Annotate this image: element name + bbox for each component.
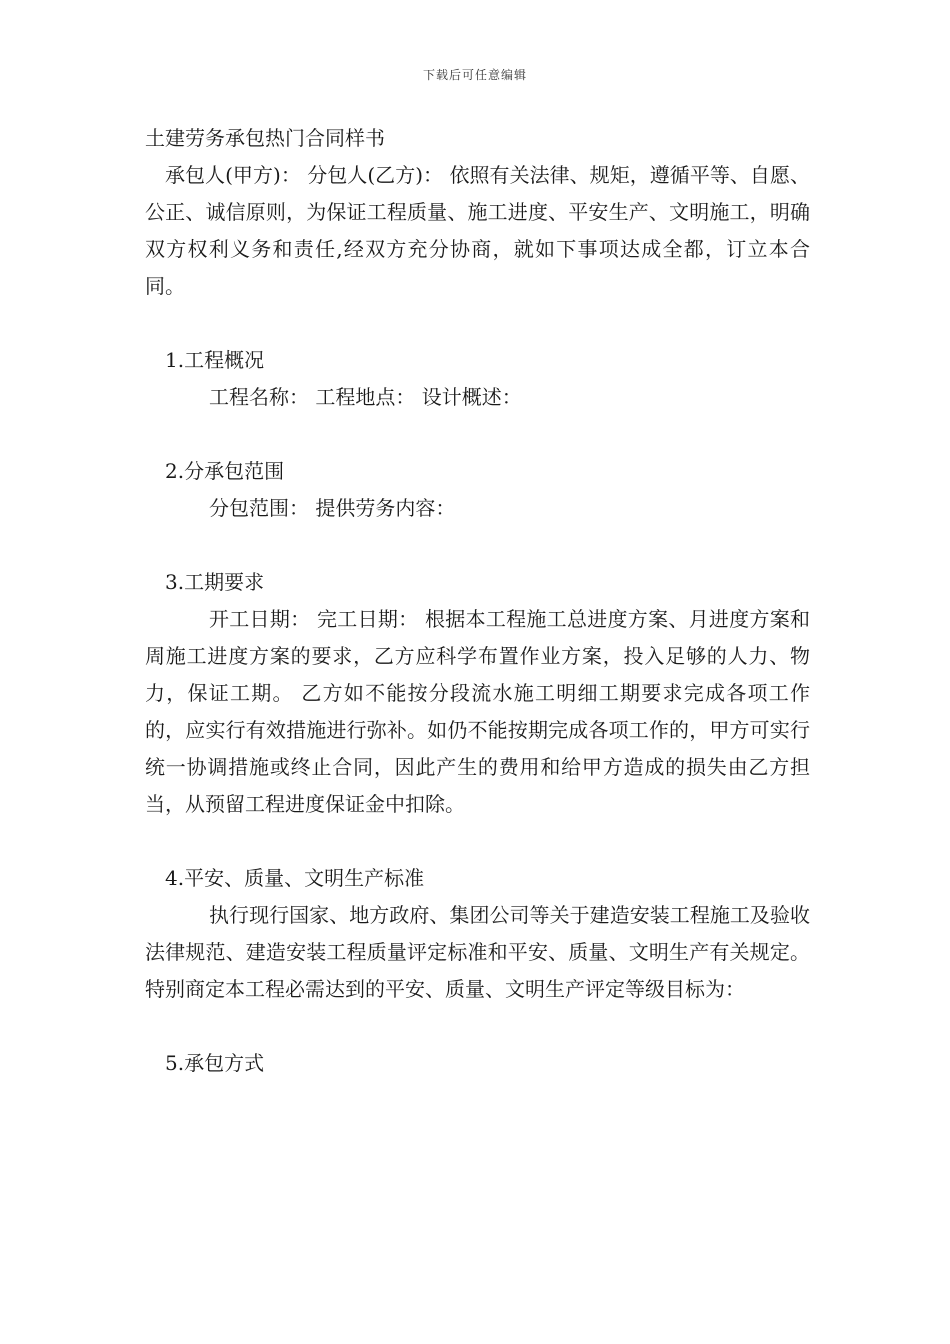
document-body (145, 120, 810, 1082)
section-heading: 3.工期要求 (165, 570, 265, 594)
intro-paragraph: 承包人(甲方)： 分包人(乙方)： 依照有关法律、规矩，遵循平等、自愿、公正、诚信原则，为保证工程质量、施工进度、平安生产、文明施工，明确双方权利义务和责任,经双方充分协商，就如下事项达成全都，订立本合同。 (145, 163, 810, 298)
section-body: 分包范围： 提供劳务内容： (209, 496, 456, 520)
section-overview (145, 342, 810, 416)
section-body: 工程名称： 工程地点： 设计概述： (209, 385, 522, 409)
section-heading: 5.承包方式 (165, 1051, 265, 1075)
section-heading: 1.工程概况 (165, 348, 265, 372)
section-standards (145, 860, 810, 1008)
document-title: 土建劳务承包热门合同样书 (145, 126, 385, 150)
page-header-note: 下载后可任意编辑 (422, 68, 527, 82)
section-schedule (145, 564, 810, 823)
section-body: 开工日期： 完工日期： 根据本工程施工总进度方案、月进度方案和周施工进度方案的要求，乙方应科学布置作业方案，投入足够的人力、物力，保证工期。 乙方如不能按分段流水施工明细工期要求完成各项工作的，应实行有效措施进行弥补。如仍不能按期完成各项工作的，甲方可实行统一协调措施或终止合同，因此产生的费用和给甲方造成的损失由乙方担当，从预留工程进度保证金中扣除。 (145, 607, 810, 816)
section-contract-method (145, 1045, 810, 1082)
section-heading: 4.平安、质量、文明生产标准 (165, 866, 425, 890)
section-heading: 2.分承包范围 (165, 459, 285, 483)
section-scope (145, 453, 810, 527)
section-body: 执行现行国家、地方政府、集团公司等关于建造安装工程施工及验收法律规范、建造安装工程质量评定标准和平安、质量、文明生产有关规定。特别商定本工程必需达到的平安、质量、文明生产评定等级目标为： (145, 903, 810, 1001)
